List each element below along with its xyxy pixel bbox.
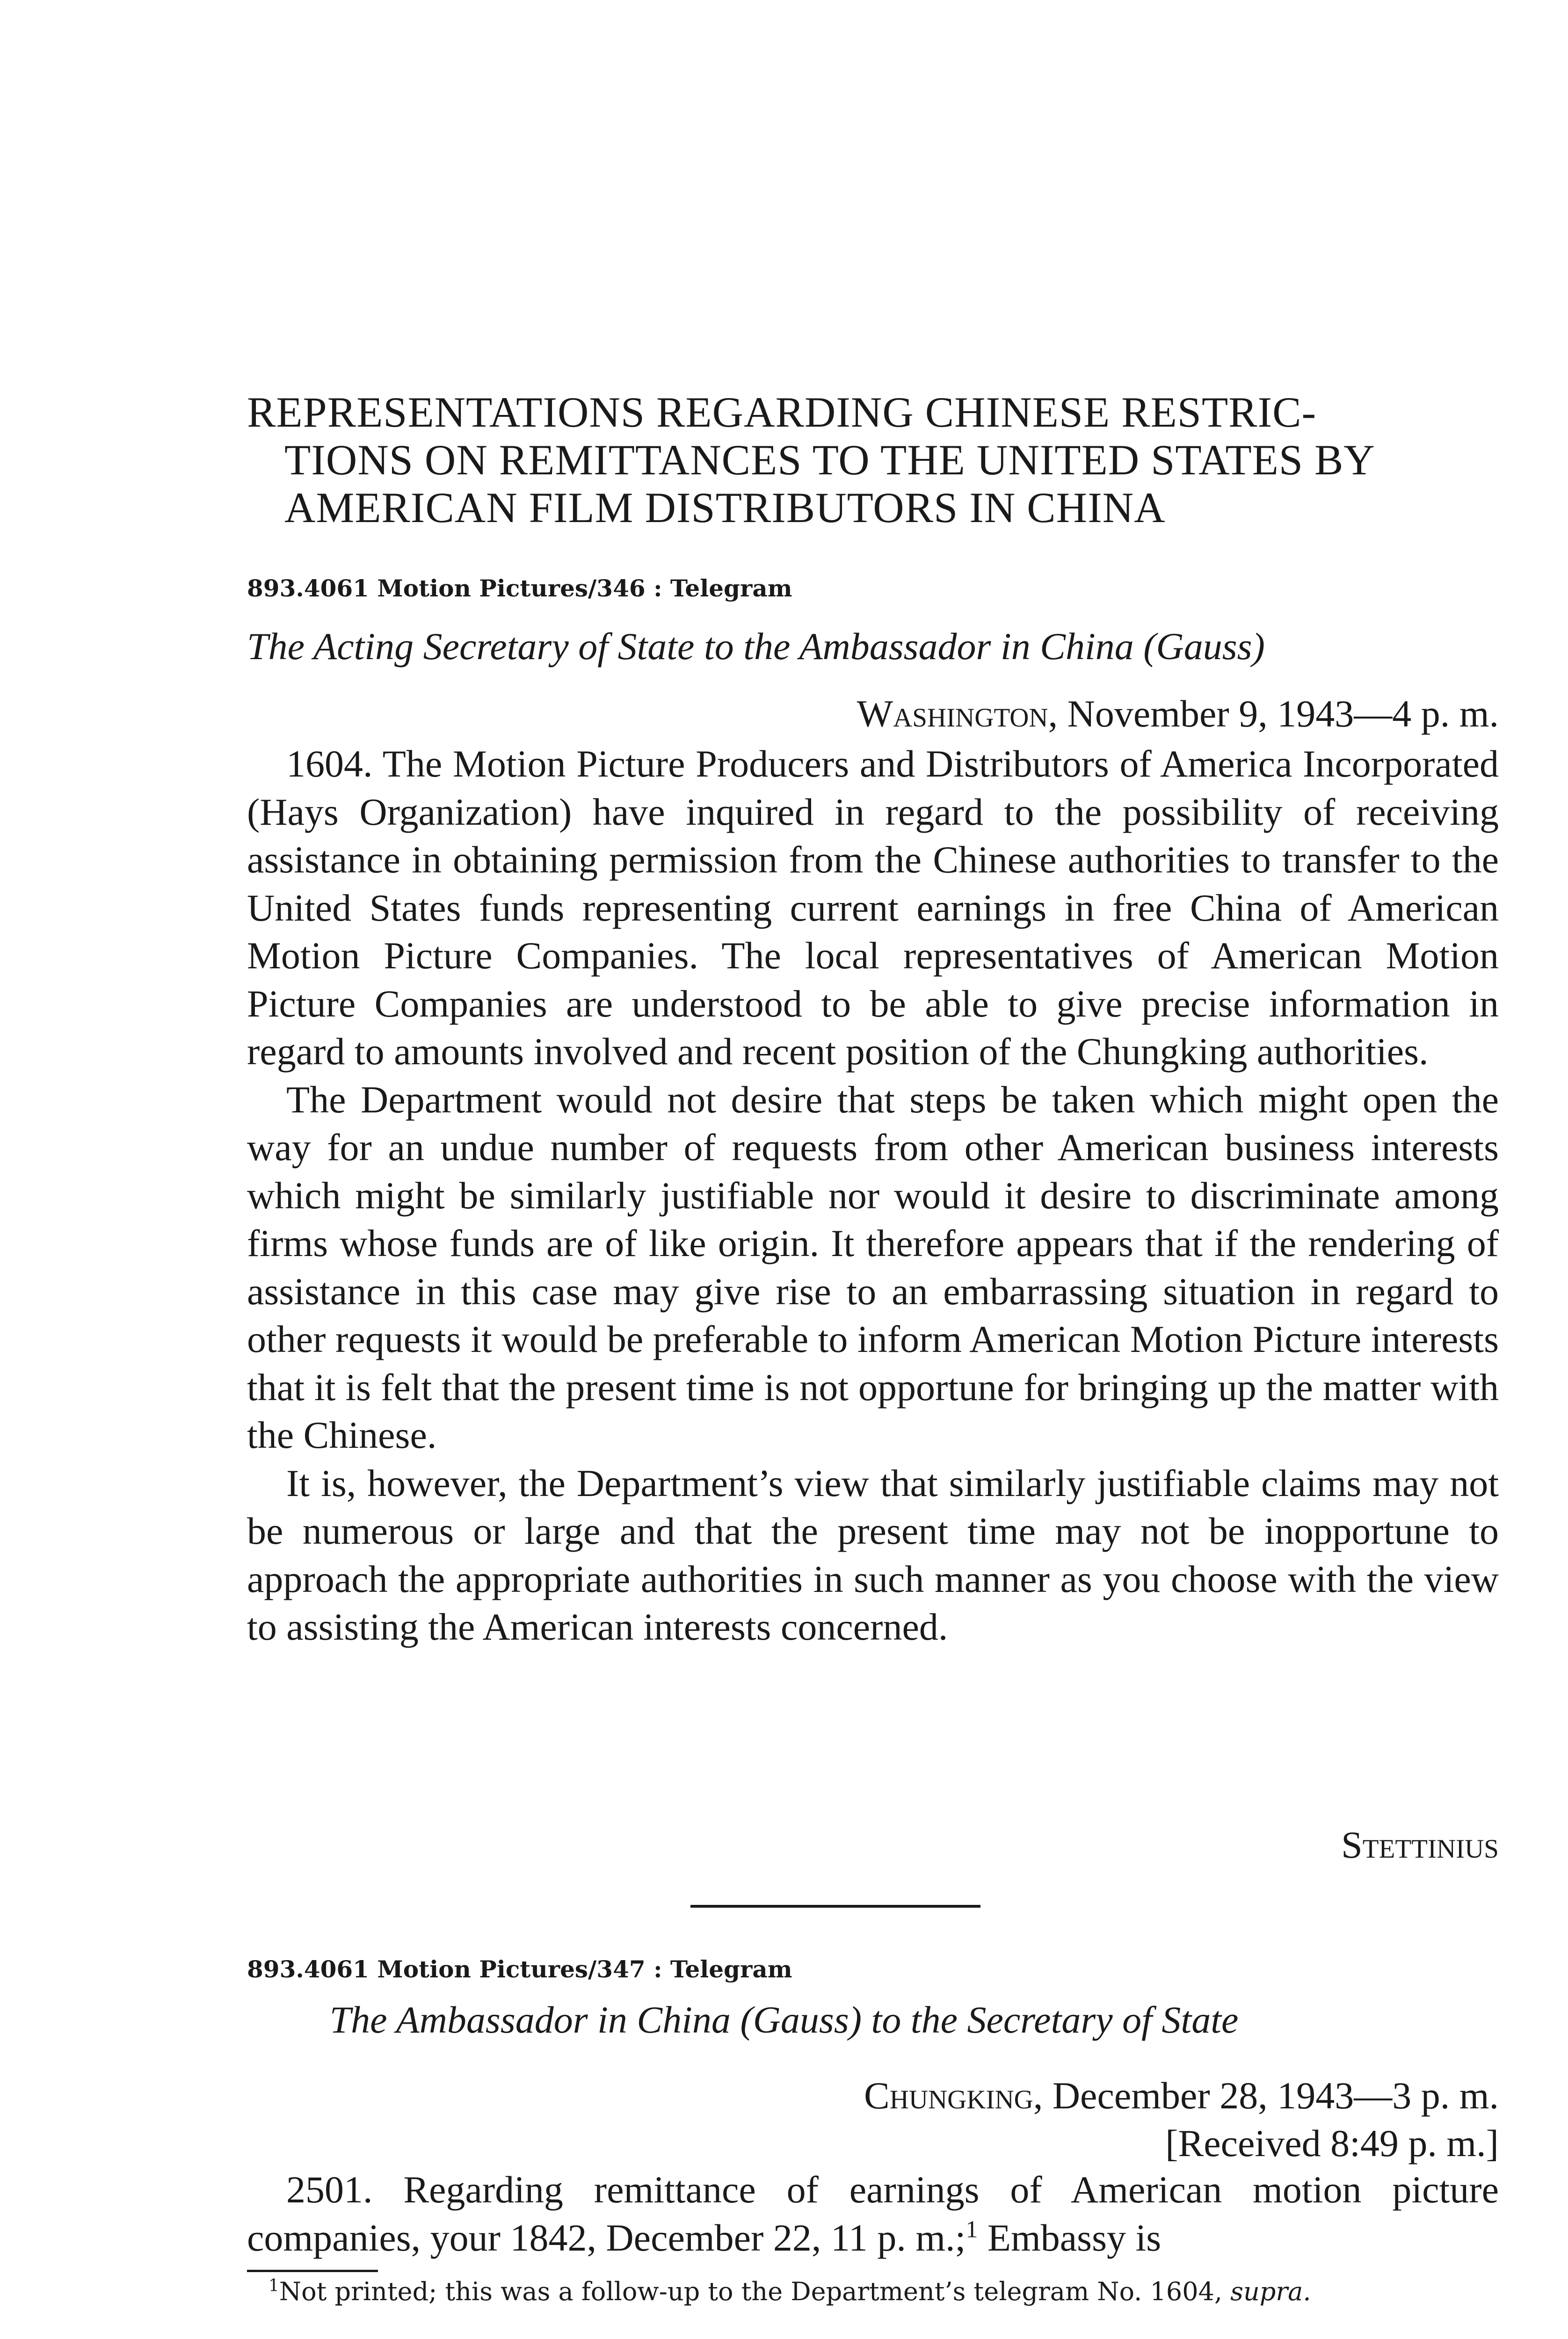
dateline-place-2: Chungking, xyxy=(864,2074,1043,2117)
document-title-2: The Ambassador in China (Gauss) to the Secretary of State xyxy=(329,1998,1239,2041)
paragraph: 1604. The Motion Picture Producers and Distributors of America Incorporated (Hays Organization) have inquired in regard to the possibility of receiving assistance in obtaining permission from the Chinese authorities to transfer to the United States funds representing current earnings in free China of American Motion Picture Companies. The local representatives of American Motion Picture Companies are understood to be able to give precise information in regard to amounts involved and recent position of the Chungking authorities. xyxy=(247,742,1499,1073)
telegram-body-2 xyxy=(247,2166,1499,2262)
file-reference-2: 893.4061 Motion Pictures/347 : Telegram xyxy=(247,1955,792,1983)
footnote-marker: 1 xyxy=(269,2276,279,2295)
paragraph xyxy=(247,2166,1499,2262)
dateline-date-1: November 9, 1943—4 p. m. xyxy=(1067,692,1499,735)
document-title-1: The Acting Secretary of State to the Ambassador in China (Gauss) xyxy=(247,625,1265,668)
heading-line-3: AMERICAN FILM DISTRIBUTORS IN CHINA xyxy=(284,484,1166,531)
footnote-text: Not printed; this was a follow-up to the Department’s telegram No. 1604, xyxy=(279,2277,1223,2306)
heading-line-1: REPRESENTATIONS REGARDING CHINESE RESTRIC- xyxy=(247,388,1317,436)
paragraph-text: 2501. Regarding remittance of earnings of American motion picture companies, your 1842, December 22, 11 p. m.; xyxy=(247,2168,1499,2259)
received-note: [Received 8:49 p. m.] xyxy=(1165,2122,1499,2165)
dateline-1 xyxy=(857,690,1499,737)
signature: Stettinius xyxy=(1341,1823,1499,1866)
footnote-rule xyxy=(247,2270,378,2272)
paragraph-text: Embassy is xyxy=(978,2216,1161,2259)
dateline-place-1: Washington, xyxy=(857,692,1058,735)
telegram-body-1 xyxy=(247,740,1499,1651)
file-reference-1: 893.4061 Motion Pictures/346 : Telegram xyxy=(247,574,792,602)
paragraph: It is, however, the Department’s view that similarly justifiable claims may not be numerous or large and that the present time may not be inopportune to approach the appropriate authorities in such manner as you choose with the view to assisting the American interests concerned. xyxy=(247,1461,1499,1648)
paragraph: The Department would not desire that steps be taken which might open the way for an undue number of requests from other American business interests which might be similarly justifiable nor would it desire to discriminate among firms whose funds are of like origin. It therefore appears that if the rendering of assistance in this case may give rise to an embarrassing situation in regard to other requests it would be preferable to inform American Motion Picture interests that it is felt that the present time is not opportune for bringing up the matter with the Chinese. xyxy=(247,1078,1499,1456)
dateline-date-2: December 28, 1943—3 p. m. xyxy=(1052,2074,1499,2117)
dateline-2 xyxy=(864,2072,1499,2119)
footnote-supra: supra. xyxy=(1230,2277,1311,2306)
heading-line-2: TIONS ON REMITTANCES TO THE UNITED STATES BY xyxy=(284,436,1375,484)
footnote xyxy=(247,2276,1499,2307)
section-separator xyxy=(690,1905,980,1908)
section-heading xyxy=(247,388,1501,531)
footnote-reference[interactable]: 1 xyxy=(965,2216,978,2243)
